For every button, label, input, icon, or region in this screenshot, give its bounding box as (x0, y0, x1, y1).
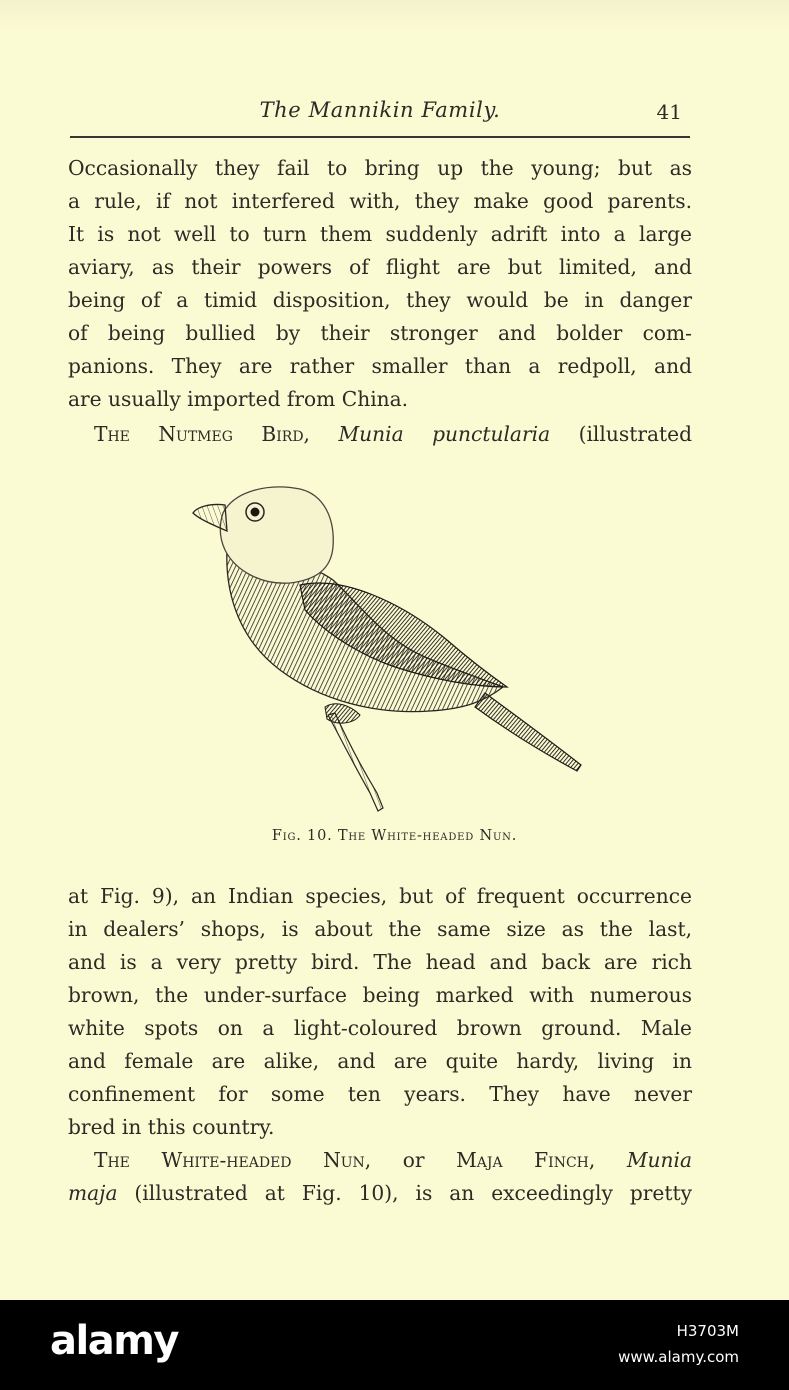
paragraph-nutmeg-bird (68, 418, 692, 451)
page-number: 41 (656, 100, 682, 124)
text-line: being of a timid disposition, they would be in danger (68, 288, 692, 312)
text-line: It is not well to turn them suddenly adrift into a large (68, 222, 692, 246)
text-line: a rule, if not interfered with, they make good parents. (68, 189, 692, 213)
text-line (68, 1177, 692, 1210)
species-name-alt: Maja Finch, (456, 1148, 596, 1172)
text-line: aviary, as their powers of flight are but limited, and (68, 255, 692, 279)
text-line (68, 418, 692, 451)
paragraph-occasionally (68, 152, 692, 416)
feet (325, 704, 360, 723)
latin-name: Munia (626, 1148, 693, 1172)
text-line: and female are alike, and are quite hardy, living in (68, 1049, 692, 1073)
beak (193, 504, 227, 531)
text-fragment: (illustrated at Fig. 10), is an exceedingly pretty (117, 1181, 692, 1205)
figure-caption: Fig. 10. The White-headed Nun. (271, 828, 518, 844)
text-line: at Fig. 9), an Indian species, but of frequent occurrence (68, 884, 692, 908)
text-line: bred in this country. (68, 1115, 275, 1139)
text-line (68, 1144, 692, 1177)
species-name: The White-headed Nun, (94, 1148, 372, 1172)
text-line: in dealers’ shops, is about the same size as the last, (68, 917, 692, 941)
text-line: Occasionally they fail to bring up the young; but as (68, 156, 692, 180)
perch-branch (328, 713, 383, 811)
site-url: www.alamy.com (618, 1348, 739, 1366)
text-line: confinement for some ten years. They have never (68, 1082, 692, 1106)
header-rule (70, 136, 690, 138)
running-title: The Mannikin Family. (259, 98, 501, 122)
white-headed-nun-illustration (185, 475, 595, 825)
tail (475, 693, 581, 771)
stock-footer-bar (0, 1300, 789, 1390)
text-line: white spots on a light-coloured brown ground. Male (68, 1016, 692, 1040)
text-line: brown, the under-surface being marked with numerous (68, 983, 692, 1007)
text-line: of being bullied by their stronger and bolder com- (68, 321, 692, 345)
text-fragment: (illustrated (550, 422, 692, 446)
latin-name: maja (68, 1181, 118, 1205)
text-line: and is a very pretty bird. The head and back are rich (68, 950, 692, 974)
image-id: H3703M (676, 1322, 739, 1340)
alamy-logo: alamy (50, 1318, 178, 1364)
text-line: panions. They are rather smaller than a redpoll, and (68, 354, 692, 378)
running-head (70, 98, 690, 132)
text-line: are usually imported from China. (68, 387, 409, 411)
paragraph-white-headed-nun (68, 1144, 692, 1210)
paragraph-indian-species (68, 880, 692, 1144)
text-fragment: or (371, 1148, 457, 1172)
species-name: The Nutmeg Bird, (94, 422, 310, 446)
pupil (251, 508, 260, 517)
latin-name: Munia punctularia (338, 422, 551, 446)
